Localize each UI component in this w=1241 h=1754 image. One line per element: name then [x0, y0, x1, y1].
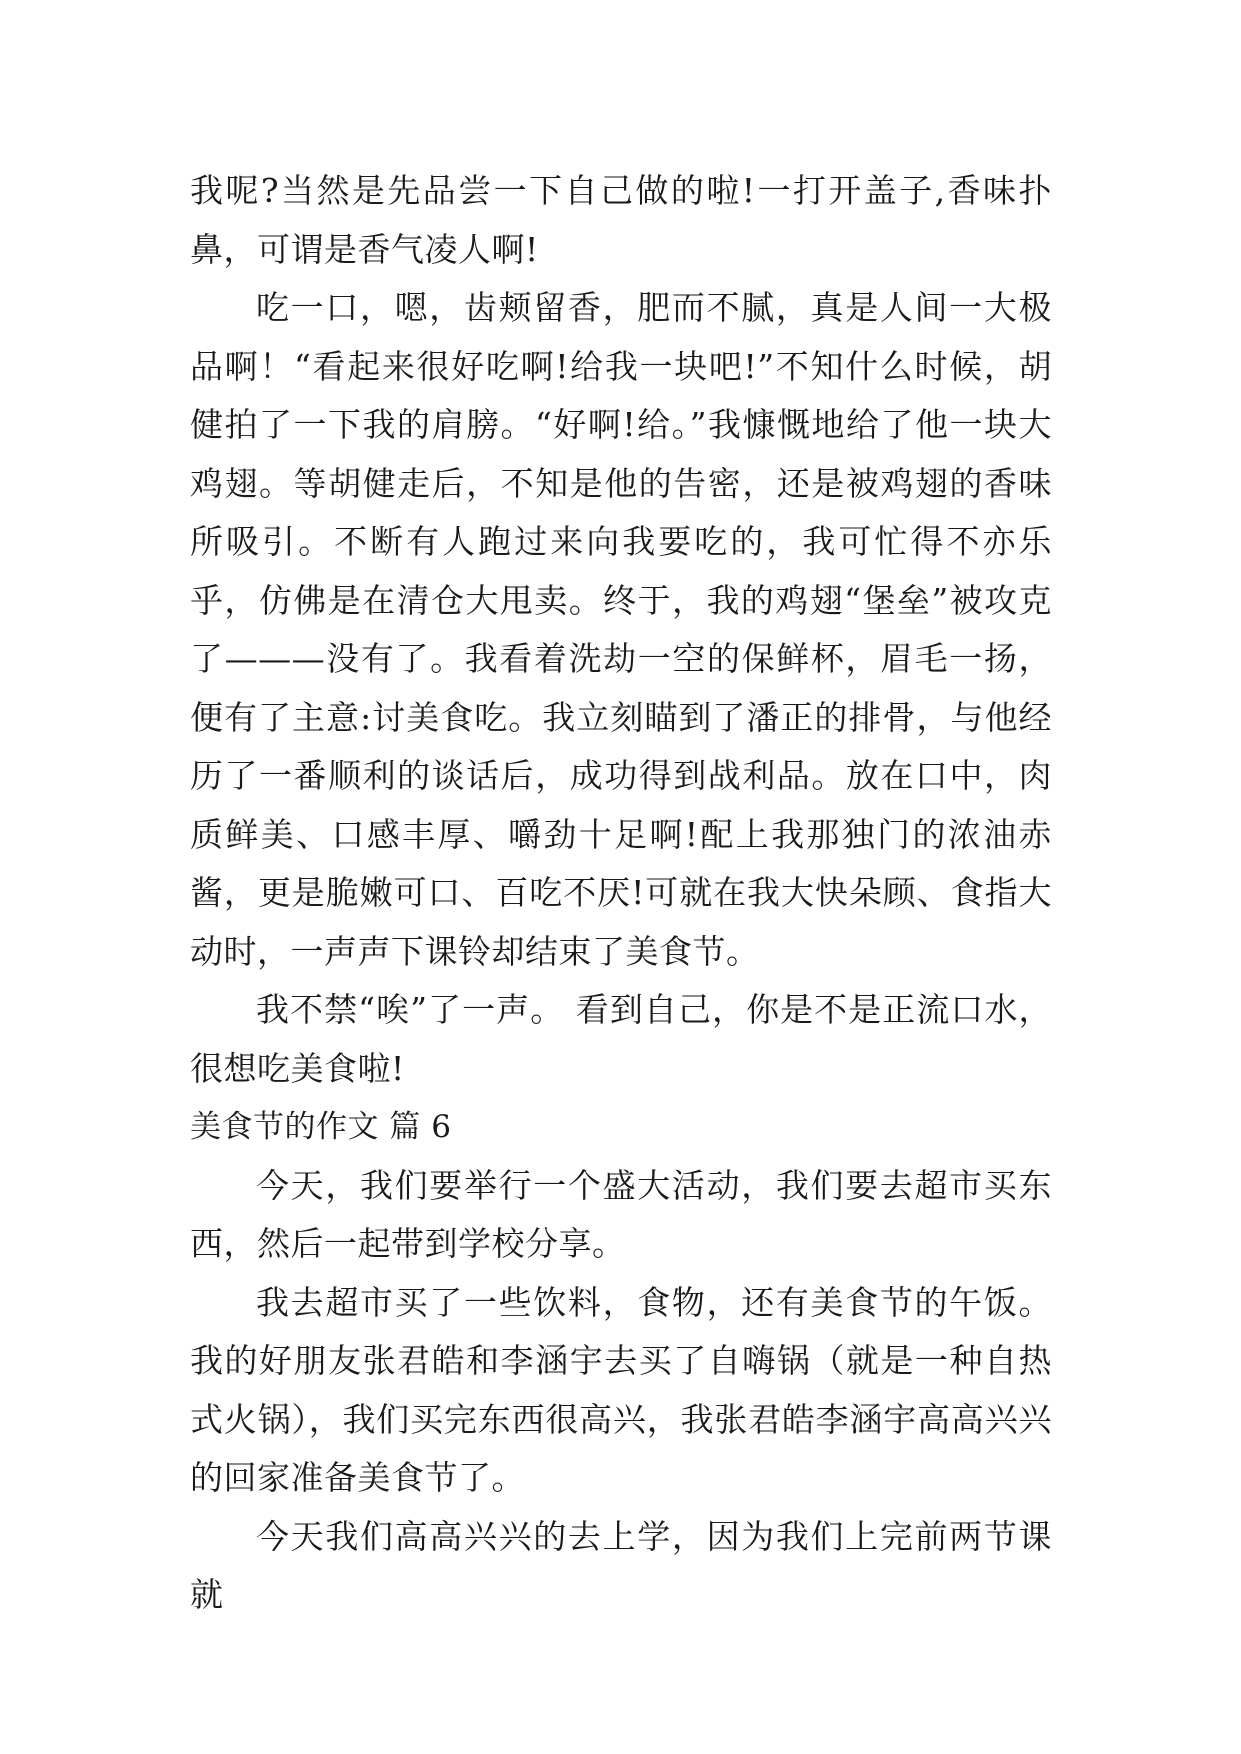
document-body	[190, 162, 1052, 1625]
paragraph: 今天，我们要举行一个盛大活动，我们要去超市买东西，然后一起带到学校分享。	[190, 1165, 1052, 1263]
paragraph: 我呢?当然是先品尝一下自己做的啦!一打开盖子,香味扑鼻，可谓是香气凌人啊!	[190, 171, 1052, 269]
section-heading: 美食节的作文 篇 6	[190, 1109, 452, 1145]
paragraph: 我去超市买了一些饮料，食物，还有美食节的午饭。我的好朋友张君皓和李涵宇去买了自嗨锅（就是一种自热式火锅），我们买完东西很高兴，我张君皓李涵宇高高兴兴的回家准备美食节了。	[190, 1282, 1052, 1497]
paragraph: 吃一口，嗯，齿颊留香，肥而不腻，真是人间一大极品啊！“看起来很好吃啊!给我一块吧!”不知什么时候，胡健拍了一下我的肩膀。“好啊!给。”我慷慨地给了他一块大鸡翅。等胡健走后，不知是他的告密，还是被鸡翅的香味所吸引。不断有人跑过来向我要吃的，我可忙得不亦乐乎，仿佛是在清仓大甩卖。终于，我的鸡翅“堡垒”被攻克了———没有了。我看着洗劫一空的保鲜杯，眉毛一扬，便有了主意:讨美食吃。我立刻瞄到了潘正的排骨，与他经历了一番顺利的谈话后，成功得到战利品。放在口中，肉质鲜美、口感丰厚、嚼劲十足啊!配上我那独门的浓油赤酱，更是脆嫩可口、百吃不厌!可就在我大快朵顾、食指大动时，一声声下课铃却结束了美食节。	[190, 288, 1052, 971]
paragraph: 我不禁“唉”了一声。 看到自己，你是不是正流口水，很想吃美食啦!	[190, 990, 1052, 1088]
paragraph: 今天我们高高兴兴的去上学，因为我们上完前两节课就	[190, 1516, 1052, 1614]
